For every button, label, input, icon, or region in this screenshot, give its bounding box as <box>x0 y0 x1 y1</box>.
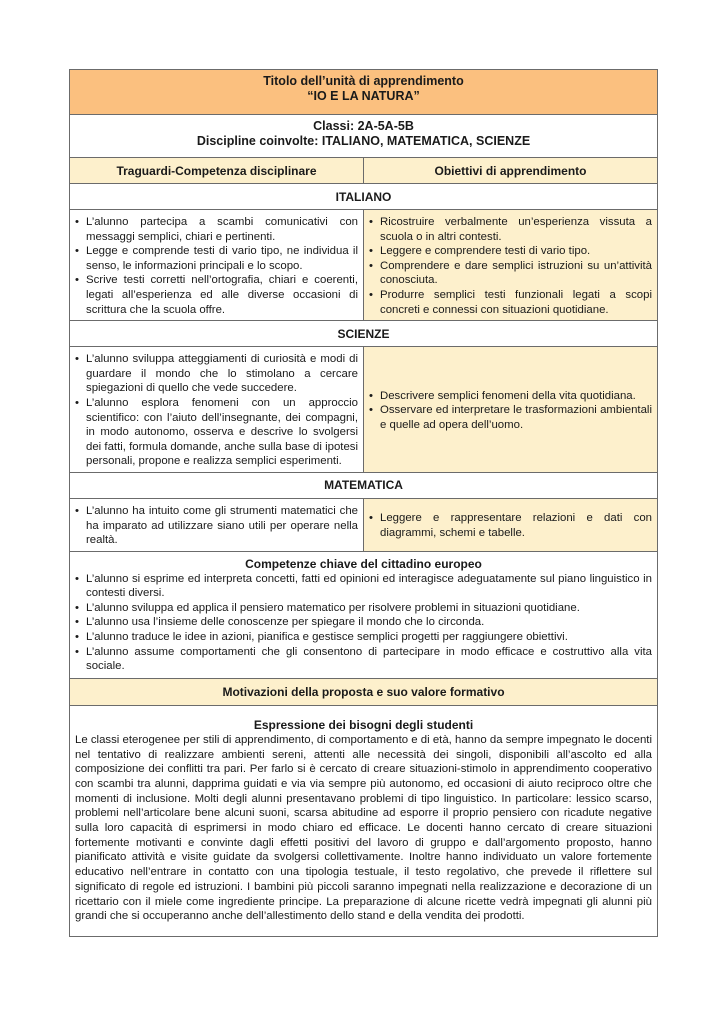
italiano-obiettivi-list <box>364 210 657 320</box>
list-item: • Leggere e comprendere testi di vario tipo. <box>380 244 652 259</box>
list-item: • Descrivere semplici fenomeni della vita quotidiana. <box>380 389 652 404</box>
motivazioni-heading: Motivazioni della proposta e suo valore formativo <box>70 678 658 705</box>
competenze-cell <box>70 551 658 678</box>
scienze-obiettivi-cell <box>364 347 658 473</box>
section-heading-italiano: ITALIANO <box>70 184 658 210</box>
learning-unit-table <box>69 69 658 937</box>
list-item: • Osservare ed interpretare le trasformazioni ambientali e quelle ad opera dell’uomo. <box>380 403 652 432</box>
scienze-traguardi-list <box>70 347 363 472</box>
classes-text: Classi: 2A-5A-5B <box>313 119 414 133</box>
list-item: • L’alunno traduce le idee in azioni, pianifica e gestisce semplici progetti per raggiungere obiettivi. <box>86 630 652 645</box>
unit-title-label: Titolo dell’unità di apprendimento <box>263 74 464 88</box>
competenze-heading: Competenze chiave del cittadino europeo <box>245 556 482 571</box>
list-item: • Legge e comprende testi di vario tipo, ne individua il senso, le informazioni principali e lo scopo. <box>86 244 358 273</box>
matematica-obiettivi-list <box>364 506 657 543</box>
matematica-obiettivi-cell <box>364 498 658 551</box>
column-header-traguardi: Traguardi-Competenza disciplinare <box>70 158 364 184</box>
unit-title-name: “IO E LA NATURA” <box>307 89 420 103</box>
list-item: • L’alunno partecipa a scambi comunicativi con messaggi semplici, chiari e pertinenti. <box>86 215 358 244</box>
italiano-obiettivi-cell <box>364 210 658 321</box>
classes-cell <box>70 115 658 158</box>
list-item: • Scrive testi corretti nell’ortografia, chiari e coerenti, legati all’esperienza ed alle diverse occasioni di scrittura che la scuola offre. <box>86 273 358 317</box>
espressione-heading: Espressione dei bisogni degli studenti <box>253 717 474 732</box>
list-item: • L’alunno esplora fenomeni con un approccio scientifico: con l’aiuto dell’insegnante, dei compagni, in modo autonomo, osserva e descrive lo svolgersi dei fatti, formula domande, anche sulla base di ipotesi personali, propone e realizza semplici esperimenti. <box>86 396 358 469</box>
scienze-traguardi-cell <box>70 347 364 473</box>
list-item: • L’alunno ha intuito come gli strumenti matematici che ha imparato ad utilizzare siano utili per operare nella realtà. <box>86 504 358 548</box>
scienze-obiettivi-list <box>364 384 657 436</box>
column-header-obiettivi: Obiettivi di apprendimento <box>364 158 658 184</box>
espressione-cell <box>70 705 658 936</box>
list-item: • L’alunno sviluppa atteggiamenti di curiosità e modi di guardare il mondo che lo stimolano a cercare spiegazioni di quello che vede succedere. <box>86 352 358 396</box>
matematica-traguardi-cell <box>70 498 364 551</box>
section-heading-matematica: MATEMATICA <box>70 472 658 498</box>
list-item: • Leggere e rappresentare relazioni e dati con diagrammi, schemi e tabelle. <box>380 511 652 540</box>
competenze-list <box>70 571 657 678</box>
disciplines-text: Discipline coinvolte: ITALIANO, MATEMATICA, SCIENZE <box>196 134 531 148</box>
italiano-traguardi-cell <box>70 210 364 321</box>
italiano-traguardi-list <box>70 210 363 320</box>
list-item: • Comprendere e dare semplici istruzioni su un’attività conosciuta. <box>380 259 652 288</box>
list-item: • L’alunno usa l’insieme delle conoscenze per spiegare il mondo che lo circonda. <box>86 615 652 630</box>
list-item: • Ricostruire verbalmente un’esperienza vissuta a scuola o in altri contesti. <box>380 215 652 244</box>
section-heading-scienze: SCIENZE <box>70 321 658 347</box>
espressione-paragraph: Le classi eterogenee per stili di apprendimento, di comportamento e di età, hanno da sempre impegnato le docenti nel tentativo di realizzare ambienti sereni, attenti alle necessità dei singoli, disponibili all’ascolto ed alla composizione dei conflitti tra pari. Per farlo si è cercato di creare situazioni-stimolo in apprendimento cooperativo con scambi tra alunni, dapprima guidati e via via sempre più autonomo, ed occasioni di aiuto reciproco oltre che momenti di inclusione. Molti degli alunni presentavano problemi di tipo linguistico. In particolare: lessico scarso, problemi nell’articolare bene alcuni suoni, scarsa abitudine ad esporre il proprio pensiero con ricadute negative sulla loro capacità di esprimersi in modo chiaro ed efficace. Le docenti hanno cercato di creare situazioni fortemente motivanti e convinte dagli effetti positivi del lavoro di gruppo e dall’argomento proposto, hanno pianificato attività e visite guidate da svolgersi collettivamente. Inoltre hanno individuato un valore fortemente educativo nell’entrare in contatto con una tipologia testuale, il testo regolativo, che prevede il riflettere sul significato di regole ed istruzioni. I bambini più piccoli saranno impegnati nella realizzazione e decorazione di un ricettario con il miele come ingrediente principe. La preparazione di alcune ricette vedrà impegnati gli alunni più grandi che si occuperanno anche dell’allestimento dello stand e della vendita dei prodotti. <box>75 733 652 923</box>
matematica-traguardi-list <box>70 499 363 551</box>
list-item: • L’alunno si esprime ed interpreta concetti, fatti ed opinioni ed interagisce adeguatamente sul piano linguistico in contesti diversi. <box>86 572 652 601</box>
list-item: • L’alunno assume comportamenti che gli consentono di partecipare in modo efficace e costruttivo alla vita sociale. <box>86 645 652 674</box>
unit-title-cell <box>70 70 658 115</box>
list-item: • Produrre semplici testi funzionali legati a scopi concreti e connessi con situazioni quotidiane. <box>380 288 652 317</box>
list-item: • L’alunno sviluppa ed applica il pensiero matematico per risolvere problemi in situazioni quotidiane. <box>86 601 652 616</box>
